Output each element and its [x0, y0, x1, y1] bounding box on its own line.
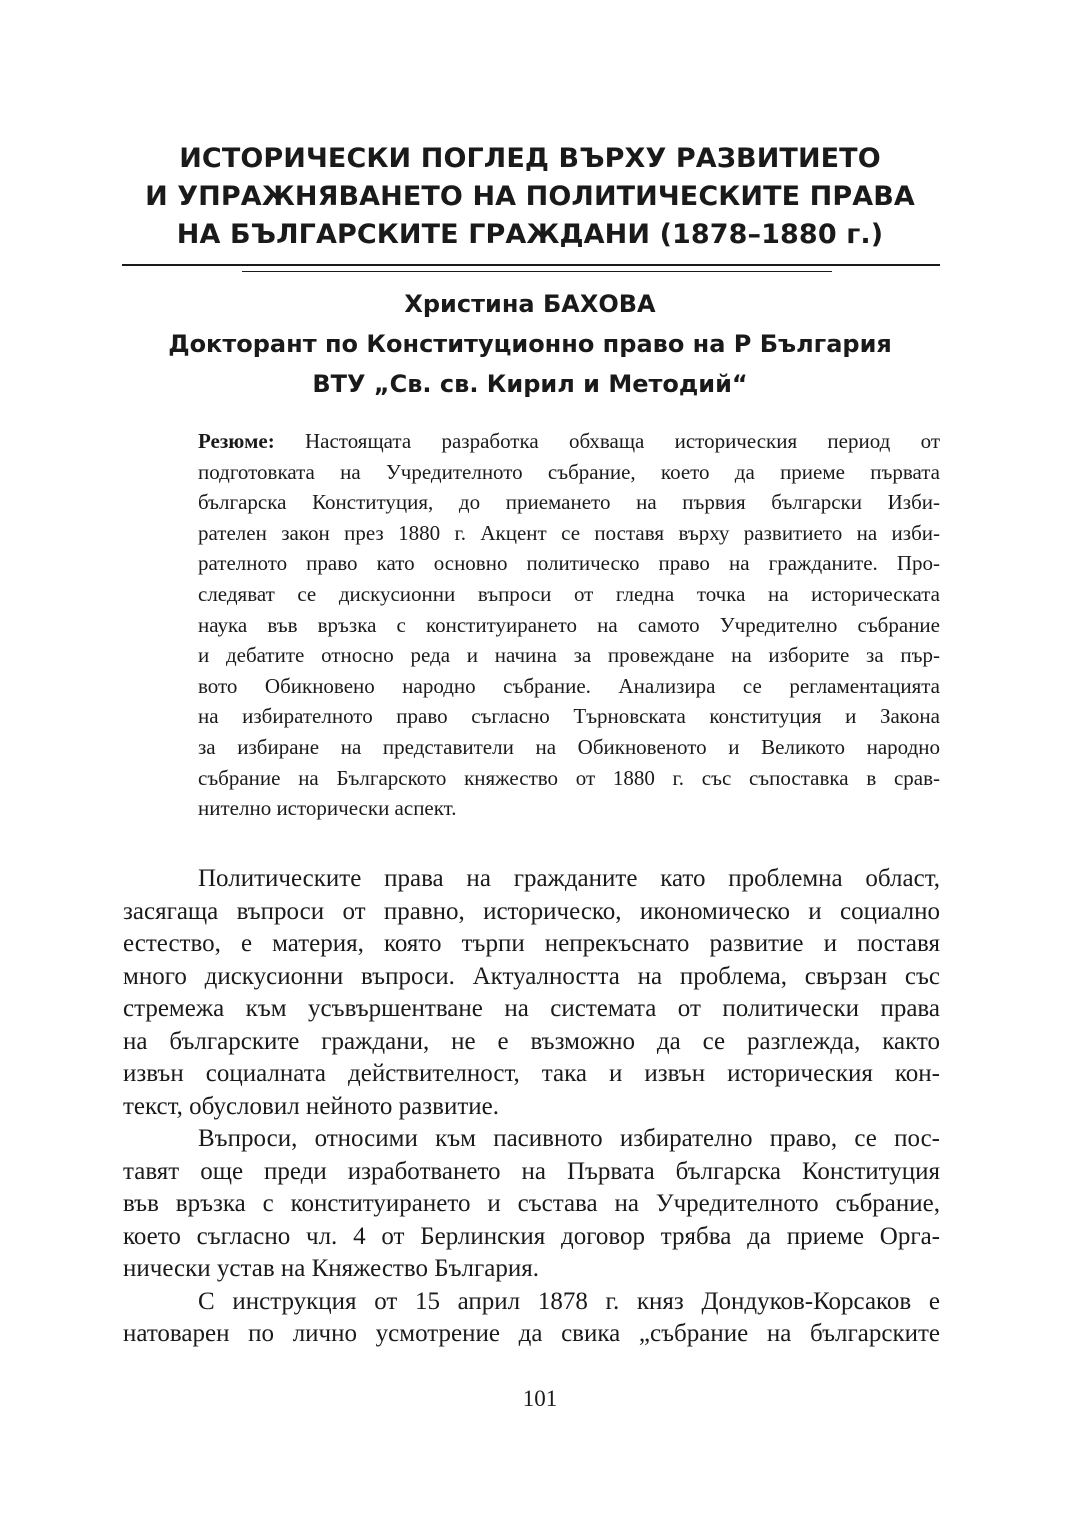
- abstract: [198, 426, 940, 824]
- body-line: естество, е материя, която търпи непрекъснато развитие и поставя: [123, 930, 940, 957]
- abstract-line: [198, 426, 940, 457]
- abstract-line: следяват се дискусионни въпроси от гледна точка на историческата: [198, 581, 940, 606]
- title-line: НА БЪЛГАРСКИТЕ ГРАЖДАНИ (1878–1880 г.): [176, 219, 884, 250]
- body-line: Политическите права на гражданите като проблемна област,: [198, 865, 940, 892]
- article-title: [120, 140, 940, 254]
- body-line: на българските граждани, не е възможно да се разглежда, както: [123, 1027, 940, 1055]
- abstract-line: на избирателното право съгласно Търновската конституция и Закона: [198, 704, 940, 729]
- body-line: много дискусионни въпроси. Актуалността на проблема, свързан със: [123, 962, 940, 990]
- body-line: което съгласно чл. 4 от Берлинския договор трябва да приеме Орга-: [123, 1222, 940, 1250]
- title-divider-thick: [122, 264, 940, 266]
- abstract-line: и дебатите относно реда и начина за провеждане на изборите за пър-: [198, 643, 940, 668]
- abstract-line: събрание на Българското княжество от 1880 г. със съпоставка в срав-: [198, 765, 940, 790]
- body-line: текст, обусловил нейното развитие.: [123, 1092, 499, 1120]
- abstract-line: рателното право като основно политическо право на гражданите. Про-: [198, 551, 940, 576]
- body-line: Въпроси, относими към пасивното избирателно право, се пос-: [198, 1125, 940, 1152]
- title-divider-thin: [242, 271, 832, 272]
- body-line: натоварен по лично усмотрение да свика „събрание на българските: [123, 1320, 940, 1347]
- abstract-line: рателен закон през 1880 г. Акцент се поставя върху развитието на изби-: [198, 520, 940, 545]
- author-position: Докторант по Конституционно право на Р България: [168, 330, 892, 358]
- body-line: С инструкция от 15 април 1878 г. княз Дондуков-Корсаков е: [198, 1287, 940, 1315]
- abstract-line: за избиране на представители на Обикновеното и Великото народно: [198, 734, 940, 759]
- abstract-line: нително исторически аспект.: [198, 796, 457, 821]
- abstract-line: подготовката на Учредителното събрание, което да приеме първата: [198, 459, 940, 484]
- abstract-label: Резюме:: [198, 429, 275, 453]
- author-block: [120, 284, 940, 404]
- title-line: И УПРАЖНЯВАНЕТО НА ПОЛИТИЧЕСКИТЕ ПРАВА: [145, 181, 915, 212]
- body-line: извън социалната действителност, така и извън историческия кон-: [123, 1060, 940, 1087]
- body-line: нически устав на Княжество България.: [123, 1255, 539, 1282]
- author-institution: ВТУ „Св. св. Кирил и Методий“: [312, 370, 748, 398]
- body-text: [123, 863, 940, 1351]
- abstract-line: българска Конституция, до приемането на първия български Изби-: [198, 490, 940, 515]
- body-line: засягаща въпроси от правно, историческо, икономическо и социално: [123, 897, 940, 925]
- abstract-line-text: Настоящата разработка обхваща историческия период от: [305, 429, 940, 453]
- body-line: във връзка с конституирането и състава на Учредителното събрание,: [123, 1190, 940, 1217]
- abstract-line: наука във връзка с конституирането на самото Учредително събрание: [198, 612, 940, 637]
- page-number: 101: [522, 1386, 558, 1411]
- author-name: Христина БАХОВА: [404, 290, 656, 318]
- body-line: стремежа към усъвършентване на системата от политически права: [123, 995, 940, 1022]
- title-line: ИСТОРИЧЕСКИ ПОГЛЕД ВЪРХУ РАЗВИТИЕТО: [179, 143, 881, 174]
- body-line: тавят още преди изработването на Първата българска Конституция: [123, 1157, 940, 1185]
- abstract-line: вото Обикновено народно събрание. Анализира се регламентацията: [198, 673, 940, 698]
